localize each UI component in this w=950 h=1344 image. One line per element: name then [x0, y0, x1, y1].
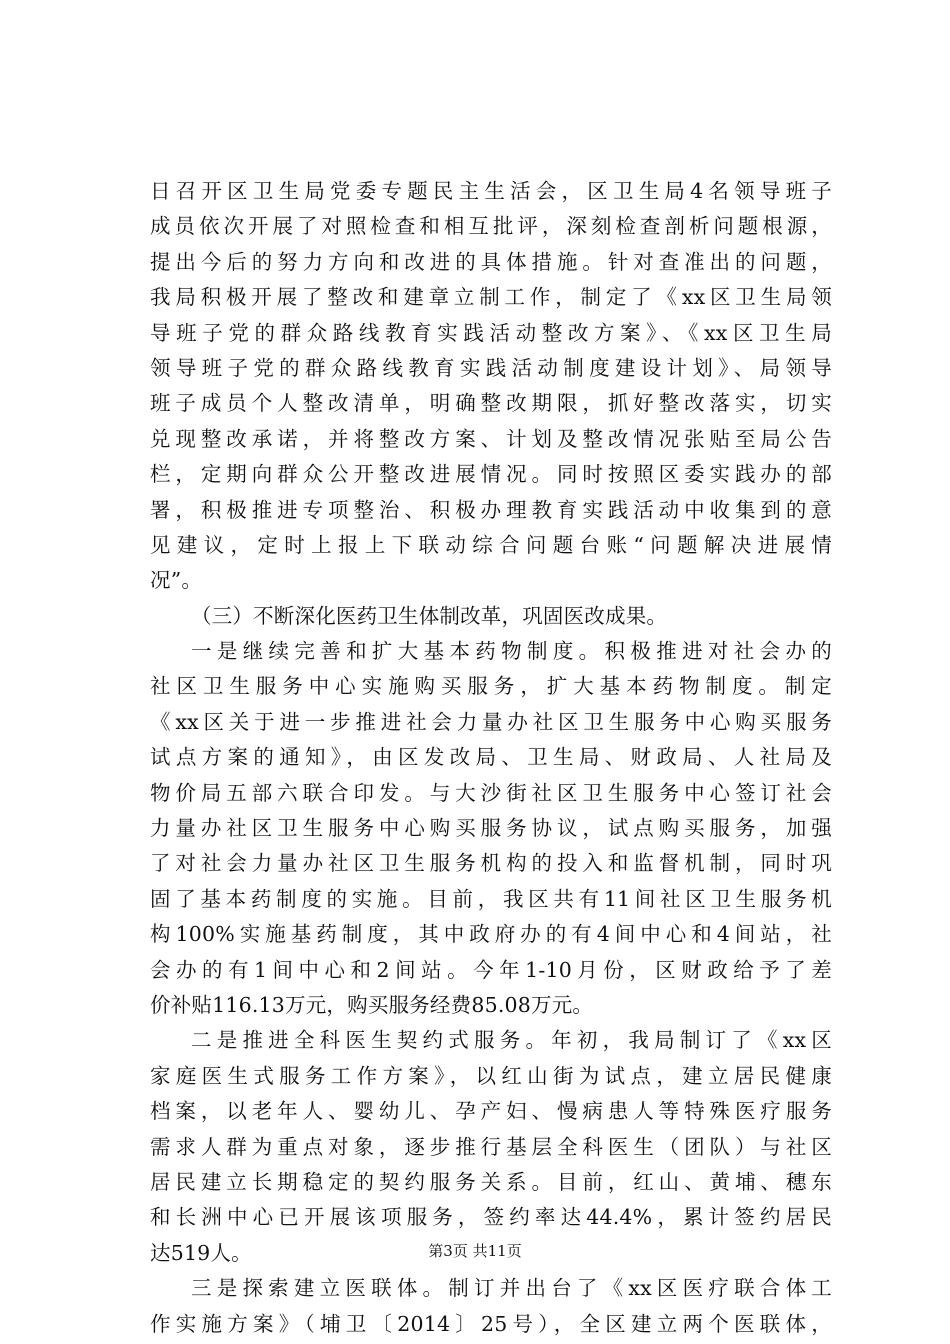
text-line: 提出今后的努力方向和改进的具体措施。针对查准出的问题， [150, 249, 832, 274]
text-line: （三）不断深化医药卫生体制改革，巩固医改成果。 [191, 603, 668, 628]
text-line: 价补贴116.13万元，购买服务经费85.08万元。 [150, 992, 594, 1017]
body-text [150, 174, 832, 1342]
text-line: 居民建立长期稳定的契约服务关系。目前，红山、黄埔、穗东 [150, 1169, 832, 1194]
page-footer: 第3页 共11页 [428, 1242, 522, 1260]
text-line: 家庭医生式服务工作方案》，以红山街为试点，建立居民健康 [150, 1063, 832, 1088]
text-line: 日召开区卫生局党委专题民主生活会，区卫生局4名领导班子 [150, 179, 832, 203]
text-line: 构100%实施基药制度，其中政府办的有4间中心和4间站，社 [150, 922, 832, 947]
text-line: 档案，以老年人、婴幼儿、孕产妇、慢病患人等特殊医疗服务 [150, 1099, 832, 1124]
text-line: 固了基本药制度的实施。目前，我区共有11间社区卫生服务机 [150, 886, 832, 911]
text-line: 社区卫生服务中心实施购买服务，扩大基本药物制度。制定 [150, 674, 832, 699]
text-line: 况”。 [150, 568, 203, 593]
text-line: 达519人。 [150, 1240, 252, 1265]
text-line: 物价局五部六联合印发。与大沙街社区卫生服务中心签订社会 [150, 780, 832, 805]
text-line: 《xx区关于进一步推进社会力量办社区卫生服务中心购买服务 [150, 709, 832, 734]
text-line: 力量办社区卫生服务中心购买服务协议，试点购买服务，加强 [150, 816, 832, 841]
text-line: 作实施方案》（埔卫〔2014〕25号），全区建立两个医联体， [150, 1311, 832, 1336]
text-line: 会办的有1间中心和2间站。今年1-10月份，区财政给予了差 [150, 957, 832, 982]
text-line: 成员依次开展了对照检查和相互批评，深刻检查剖析问题根源， [150, 214, 832, 239]
text-line: 试点方案的通知》，由区发改局、卫生局、财政局、人社局及 [150, 745, 832, 770]
text-line: 和长洲中心已开展该项服务，签约率达44.4%，累计签约居民 [150, 1205, 832, 1230]
text-line: 导班子党的群众路线教育实践活动整改方案》、《xx区卫生局 [150, 320, 832, 345]
text-line: 一是继续完善和扩大基本药物制度。积极推进对社会办的 [191, 639, 832, 664]
text-line: 班子成员个人整改清单，明确整改期限，抓好整改落实，切实 [150, 391, 832, 416]
text-line: 兑现整改承诺，并将整改方案、计划及整改情况张贴至局公告 [150, 426, 832, 451]
text-line: 了对社会力量办社区卫生服务机构的投入和监督机制，同时巩 [150, 851, 832, 876]
text-line: 二是推进全科医生契约式服务。年初，我局制订了《xx区 [191, 1028, 832, 1053]
text-line: 领导班子党的群众路线教育实践活动制度建设计划》、局领导 [150, 355, 832, 380]
text-line: 需求人群为重点对象，逐步推行基层全科医生（团队）与社区 [150, 1134, 832, 1159]
text-line: 三是探索建立医联体。制订并出台了《xx区医疗联合体工 [191, 1276, 832, 1301]
text-line: 见建议，定时上报上下联动综合问题台账“问题解决进展情 [150, 532, 832, 557]
text-line: 署，积极推进专项整治、积极办理教育实践活动中收集到的意 [150, 497, 832, 522]
text-line: 我局积极开展了整改和建章立制工作，制定了《xx区卫生局领 [150, 285, 832, 310]
text-line: 栏，定期向群众公开整改进展情况。同时按照区委实践办的部 [150, 462, 832, 487]
